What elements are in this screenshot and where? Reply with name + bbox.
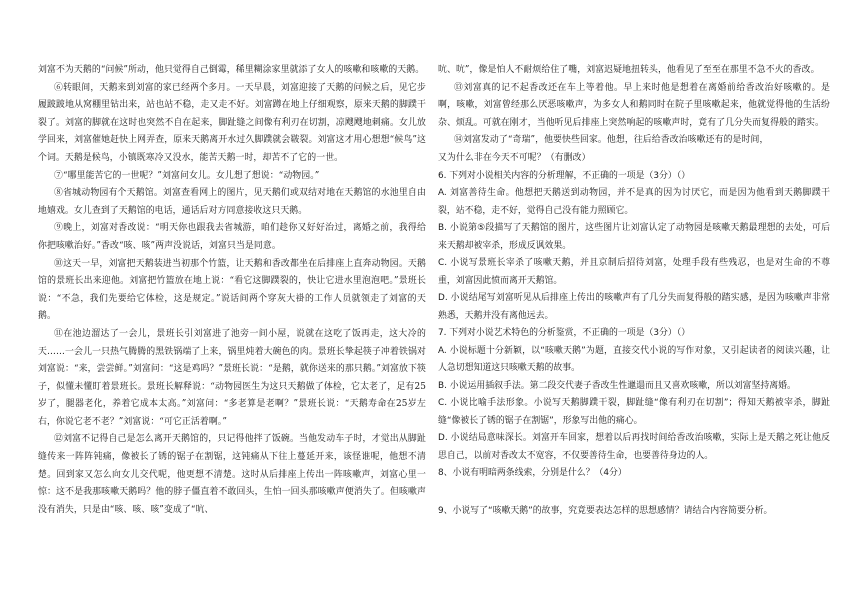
question-6-option-b: B. 小说第⑤段描写了天鹅馆的图片，这些图片让刘富认定了动物园是咳嗽天鹅最理想的去处，可后来天鹅却被宰杀，形成反讽效果。 bbox=[438, 223, 830, 251]
question-6-option-d: D. 小说结尾写刘富听见从后排座上传出的咳嗽声有了几分失而复得般的踏实感，是因为咳嗽声非常熟悉，天鹅并没有离他远去。 bbox=[438, 293, 830, 321]
story-paragraph: ⑭刘富发动了“奇瑞”，他要快些回家。他想，往后给香改治咳嗽还有的是时间， bbox=[454, 135, 769, 146]
story-paragraph: ⑦“哪里能苦它的一世呢？”刘富问女儿。女儿想了想说：“动物园。” bbox=[54, 170, 320, 181]
question-6-option-a: A. 刘富善待生命。他想把天鹅送到动物园，并不是真的因为讨厌它，而是因为他看到天鹅脚蹼干裂，站不稳，走不好，觉得自己没有能力照顾它。 bbox=[438, 188, 830, 216]
question-6-option-c: C. 小说写景班长宰杀了咳嗽天鹅，并且京制后招待刘富，处理手段有些残忍，也是对生命的不尊重，刘富因此愤而离开天鹅馆。 bbox=[438, 258, 830, 286]
story-paragraph: ⑫刘富不记得自己是怎么离开天鹅馆的，只记得他拌了饭碗。当他发动车子时，才觉出从脚趾缝传来一阵阵钝痛，像被长了锈的锯子在割锯，这钝痛从下往上蔓延开来，该怪谁呢，他想不清楚。回到家又怎么向女儿交代呢，他更想不清楚。这时从后排座上传出一阵咳嗽声，刘富心里一惊：这不是我那咳嗽天鹅吗？他的脖子僵直着不敢回头，生怕一回头那咳嗽声便消失了。但咳嗽声没有消失，只是由“咳、咳、咳”变成了“吭、 bbox=[38, 434, 426, 515]
answer-space bbox=[438, 483, 830, 503]
question-8: 8、小说有明暗两条线索，分别是什么？（4分） bbox=[438, 468, 627, 479]
story-paragraph: ⑧省城动物园有个天鹅馆。刘富查看网上的图片，见天鹅们或双结对地在天鹅馆的水池里自由地嬉戏。女儿查到了天鹅馆的电话，通话后对方同意接收这只天鹅。 bbox=[38, 188, 426, 216]
story-paragraph: ⑥转眼间，天鹅来到刘富的家已经两个多月。一天早晨，刘富迎接了天鹅的问候之后，见它步履跛跛地从窝棚里钻出来，站也站不稳，走又走不好。刘富蹲在地上仔细观察，原来天鹅的脚蹼干裂了。刘富的脚就在这时也突然不自在起来，脚趾缝之间像有利刃在切割，凉飕飕地刺痛。女儿放学回来，刘富催她赶快上网弄查，原来天鹅离开水过久脚蹼就会皲裂。刘富这才用心想想“候鸟”这个词。天鹅是候鸟，小镇既寒冷又没水，能苦天鹅一时，却苦不了它的一世。 bbox=[38, 82, 426, 163]
left-column bbox=[38, 62, 426, 519]
question-9: 9、小说写了“咳嗽天鹅”的故事，究竟要表达怎样的思想感情？请结合内容简要分析。 bbox=[438, 505, 773, 516]
question-7-option-d: D. 小说结局意味深长。刘富开车回家，想着以后再找时间给香改治咳嗽，实际上是天鹅之死让他反思自己，以前对香改太不宽容，不仅要善待生命，也要善待身边的人。 bbox=[438, 433, 830, 461]
question-7-option-b: B. 小说运用插叙手法。第二段交代妻子香改生性邋遢而且又喜欢咳嗽，所以刘富坚持离婚。 bbox=[438, 380, 796, 391]
story-paragraph: ⑪在池边溜达了一会儿，景班长引刘富进了池旁一间小屋，说就在这吃了饭再走，这大冷的天……一会儿一只热气腾腾的黑铁锅端了上来，锅里炖着大碗色的肉。景班长挚起筷子冲着铁锅对刘富说：“来，尝尝鲜。”刘富问：“这是鸡吗？”景班长说：“是鹅，就你送来的那只鹅。”刘富放下筷子，似懂未懂盯着景班长。景班长解释说：“动物园医生为这只天鹅做了体检，它太老了，足有25岁了，腿器老化，养着它成本太高。”刘富问：“多老算是老啊？”景班长说：“天鹅寿命在25岁左右，你说它老不老？”刘富说：“可它正活着啊。” bbox=[38, 328, 426, 427]
question-7-option-c: C. 小说比喻手法形象。小说写天鹅脚蹼干裂，脚趾缝“像有利刃在切割”；得知天鹅被宰杀，脚趾缝“像被长了锈的锯子在割锯”，形象写出他的痛心。 bbox=[438, 398, 830, 426]
story-paragraph: 刘富不为天鹅的“问候”所动，他只觉得自己倒霉，稀里糊涂家里就添了女人的咳嗽和咳嗽的天鹅。 bbox=[38, 65, 425, 75]
story-paragraph: ⑬刘富真的记不起香改还在车上等着他。早上来时他是想着在离婚前给香改治好咳嗽的。是啊，咳嗽，刘富曾经那么厌恶咳嗽声，为多女人和鹅同时在院子里咳嗽起来，他就觉得他的生活纷杂、烦乱。可就在刚才，当他听见后排座上突然响起的咳嗽声时，竟有了几分失而复得般的踏实。 bbox=[438, 82, 830, 128]
story-paragraph: 吭、吭”，像是怕人不耐烦给住了嘴，刘富迟疑地扭转头，他看见了至至在那里不急不火的香改。 bbox=[438, 65, 820, 75]
question-7-option-a: A. 小说标题十分新颖，以“咳嗽天鹅”为题，直接交代小说的写作对象，又引起读者的阅读兴趣，让人急切想知道这只咳嗽天鹅的故事。 bbox=[438, 345, 830, 374]
story-source-note: 又为什么非在今天不可呢？（有删改） bbox=[438, 152, 591, 163]
story-paragraph: ⑩这天一早，刘富把天鹅装进当初那个竹篮，让天鹅和香改都坐在后排座上直奔动物园。天鹅馆的景班长出来迎他。刘富把竹篮放在地上说：“看它这脚蹼裂的，快让它进水里泡泡吧。”景班长说：“不急，我们先要给它体检，这是规定。”说话间两个穿灰大褂的工作人员就领走了刘富的天鹅。 bbox=[38, 258, 426, 322]
question-7-stem: 7. 下列对小说艺术特色的分析鉴赏，不正确的一项是（3分）（） bbox=[438, 328, 691, 339]
question-6-stem: 6. 下列对小说相关内容的分析理解，不正确的一项是（3分）（） bbox=[438, 170, 691, 181]
right-column bbox=[438, 62, 830, 520]
story-paragraph: ⑨晚上，刘富对香改说：“明天你也跟我去省城游，咱们趁你又好好治过，离婚之前，我得给你把咳嗽治好。”香改“咳、咳”两声没说话，刘富只当是同意。 bbox=[38, 223, 426, 251]
